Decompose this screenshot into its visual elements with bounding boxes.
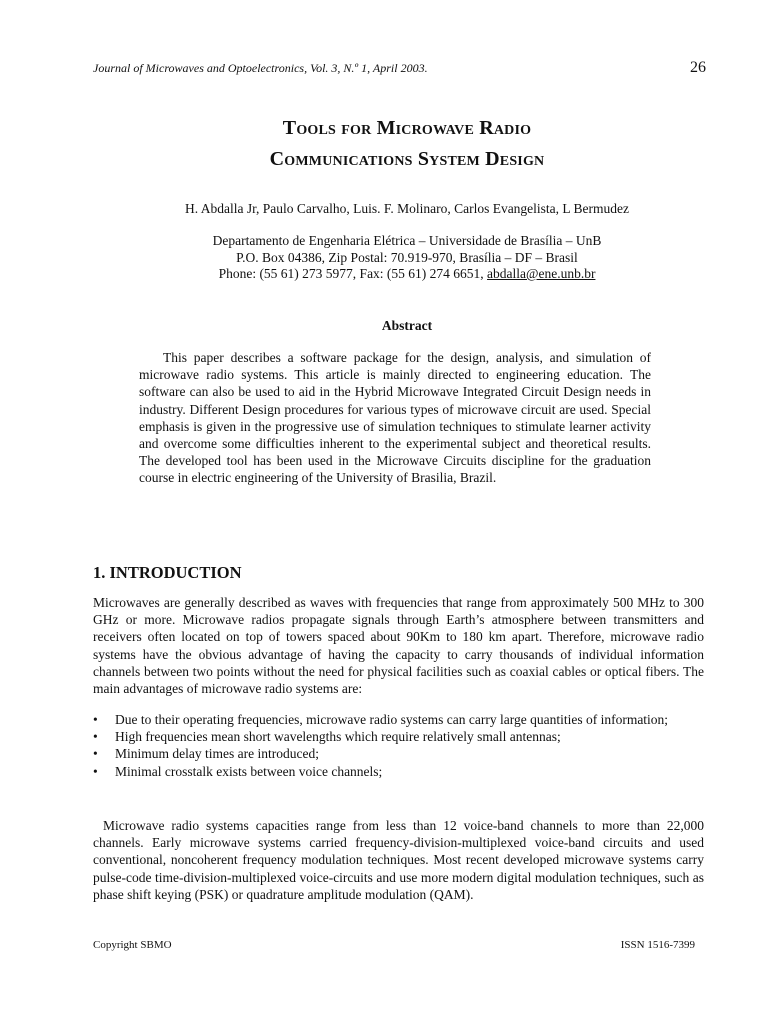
journal-citation: Journal of Microwaves and Optoelectronics, Vol. 3, N.º 1, April 2003. — [93, 61, 428, 75]
footer-issn: ISSN 1516-7399 — [620, 939, 695, 951]
list-item-text: Minimum delay times are introduced; — [115, 746, 319, 762]
title-line-1: Tools for Microwave Radio — [282, 117, 532, 139]
list-item-text: High frequencies mean short wavelengths which require relatively small antennas; — [115, 729, 561, 745]
title-line-2: Communications System Design — [269, 148, 545, 170]
intro-paragraph-2: Microwave radio systems capacities range from less than 12 voice-band channels to more than 22,000 channels. Early microwave systems carried frequency-division-multiplexed voice-band circuits and used conventional, noncoherent frequency modulation techniques. Most recent developed microwave systems carry pulse-code time-division-multiplexed voice-circuits and use more modern digital modulation techniques, such as phase shift keying (PSK) or quadrature amplitude modulation (QAM). — [93, 818, 704, 902]
list-item — [93, 763, 704, 780]
phone-fax: Phone: (55 61) 273 5977, Fax: (55 61) 274 6651, — [218, 266, 488, 281]
affiliation-line-1: Departamento de Engenharia Elétrica – Universidade de Brasília – UnB — [212, 233, 602, 248]
list-item-text: Due to their operating frequencies, microwave radio systems can carry large quantities of information; — [115, 712, 669, 727]
affiliation-block — [93, 233, 721, 283]
list-item — [93, 745, 704, 762]
affiliation-line-2: P.O. Box 04386, Zip Postal: 70.919-970, Brasília – DF – Brasil — [236, 249, 578, 265]
page-number: 26 — [690, 59, 706, 76]
bullet-icon: • — [93, 712, 98, 727]
abstract-text: This paper describes a software package for the design, analysis, and simulation of microwave radio systems. This article is mainly directed to engineering education. The software can also be used to aid in the Hybrid Microwave Integrated Circuit Design needs in industry. Different Design procedures for various types of microwave circuit are used. Special emphasis is given in the progressive use of simulation techniques to stimulate learner activity and overcome some difficulties inherent to the experimental subject and theoretical results. The developed tool has been used in the Microwave Circuits discipline for the graduation course in electric engineering of the University of Brasilia, Brazil. — [139, 350, 651, 486]
advantages-list — [93, 711, 704, 780]
list-item-text: Minimal crosstalk exists between voice channels; — [115, 763, 383, 779]
list-item — [93, 728, 704, 745]
abstract-heading: Abstract — [381, 318, 433, 333]
intro-paragraph-1: Microwaves are generally described as waves with frequencies that range from approximately 500 MHz to 300 GHz or more. Microwave radios propagate signals through Earth’s atmosphere between transmitters and receivers often located on top of towers spaced about 90Km to 180 km apart. Therefore, microwave radio systems have the obvious advantage of having the capacity to carry thousands of individual information channels between two points without the need for physical facilities such as coaxial cables or optical fibers. The main advantages of microwave radio systems are: — [93, 595, 704, 697]
bullet-icon: • — [93, 729, 98, 745]
author-list: H. Abdalla Jr, Paulo Carvalho, Luis. F. Molinaro, Carlos Evangelista, L Bermudez — [184, 201, 630, 216]
email-link[interactable]: abdalla@ene.unb.br — [487, 266, 596, 281]
contact-line — [93, 266, 721, 283]
bullet-icon: • — [93, 746, 98, 762]
footer-copyright: Copyright SBMO — [93, 939, 172, 951]
list-item — [93, 711, 704, 728]
bullet-icon: • — [93, 763, 98, 779]
paper-title — [93, 113, 721, 175]
section-heading-introduction: 1. INTRODUCTION — [93, 563, 242, 582]
